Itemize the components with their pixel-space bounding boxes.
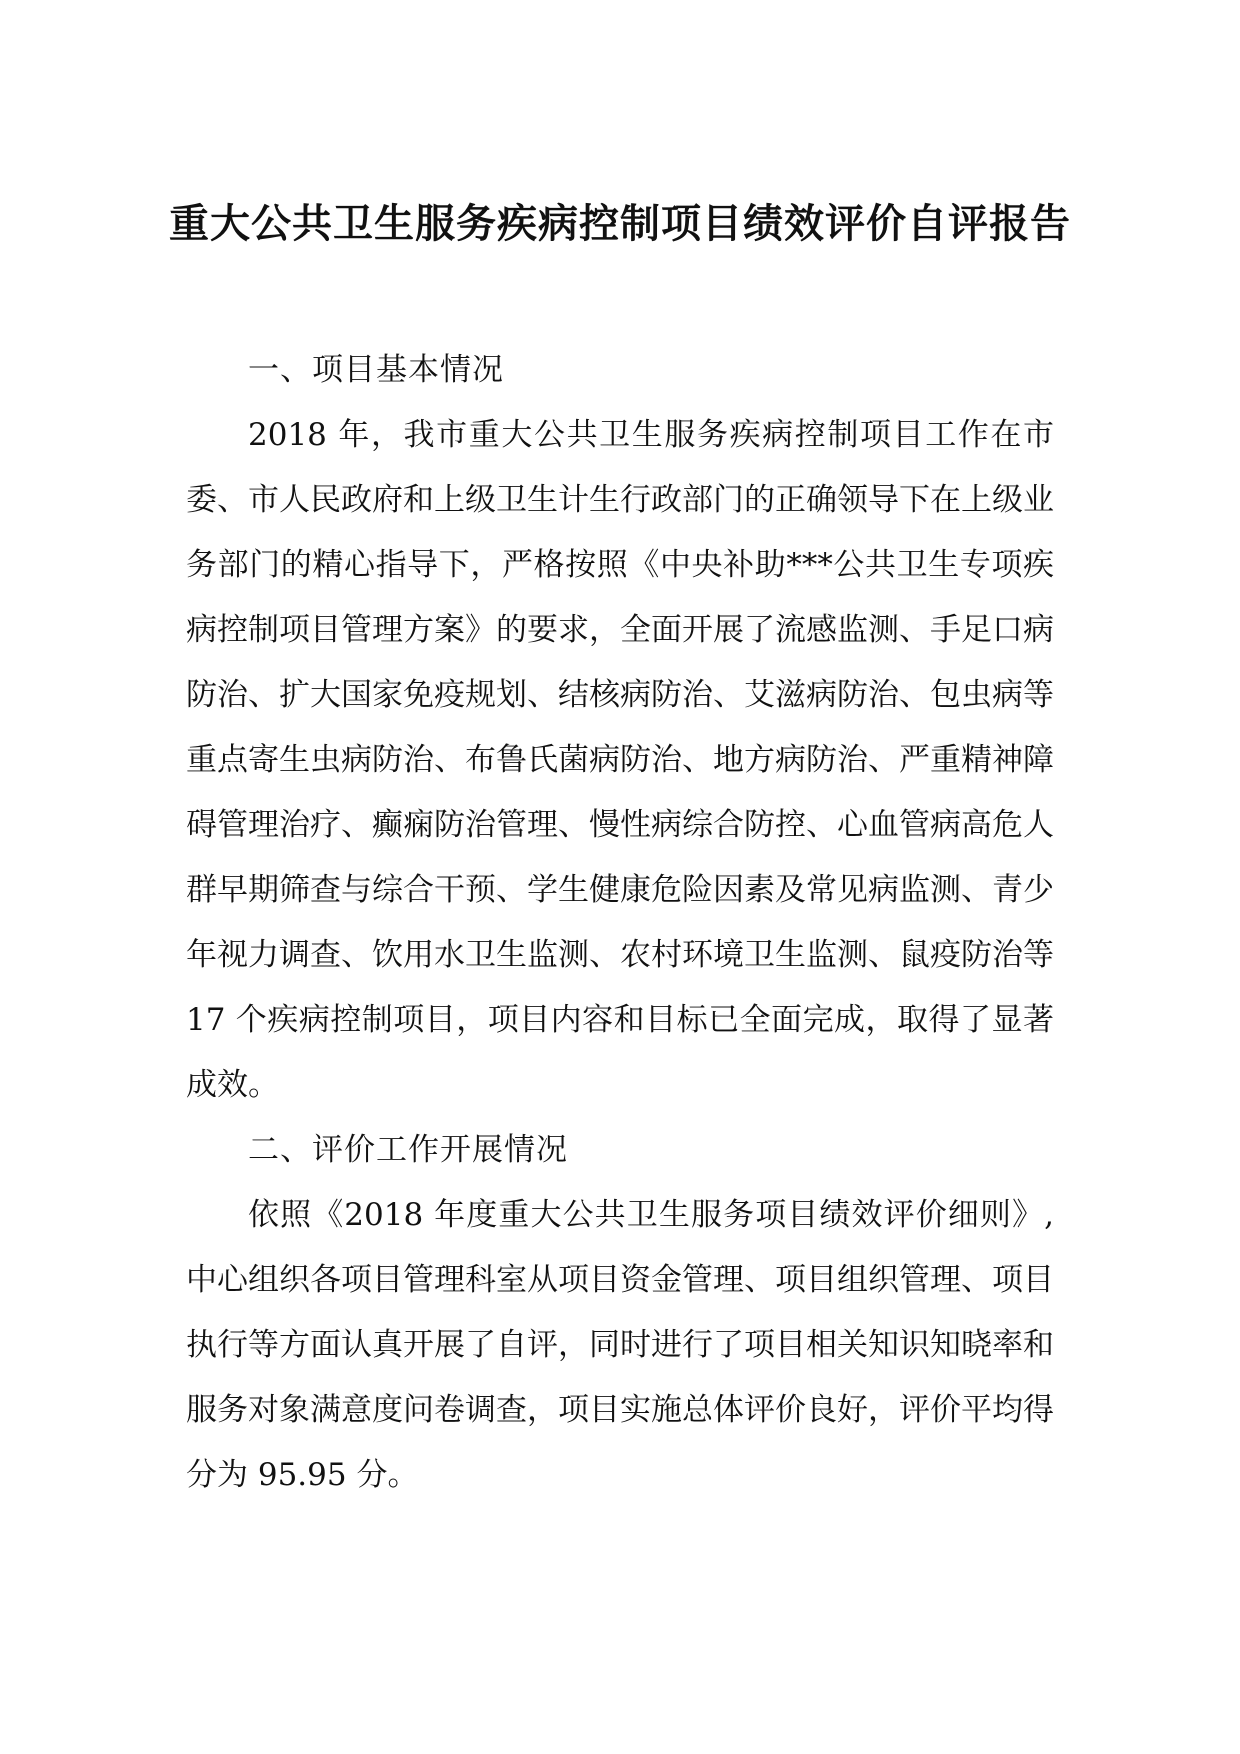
paragraph-basic-info: 2018 年，我市重大公共卫生服务疾病控制项目工作在市委、市人民政府和上级卫生计生行政部门的正确领导下在上级业务部门的精心指导下，严格按照《中央补助***公共卫生专项疾病控制项目管理方案》的要求，全面开展了流感监测、手足口病防治、扩大国家免疫规划、结核病防治、艾滋病防治、包虫病等重点寄生虫病防治、布鲁氏菌病防治、地方病防治、严重精神障碍管理治疗、癫痫防治管理、慢性病综合防控、心血管病高危人群早期筛查与综合干预、学生健康危险因素及常见病监测、青少年视力调查、饮用水卫生监测、农村环境卫生监测、鼠疫防治等 17 个疾病控制项目，项目内容和目标已全面完成，取得了显著成效。	[186, 417, 1054, 1103]
document-title: 重大公共卫生服务疾病控制项目绩效评价自评报告	[169, 201, 1071, 247]
section-heading-evaluation: 二、评价工作开展情况	[248, 1132, 568, 1168]
document-body	[186, 338, 1054, 1508]
paragraph-evaluation: 依照《2018 年度重大公共卫生服务项目绩效评价细则》,中心组织各项目管理科室从项目资金管理、项目组织管理、项目执行等方面认真开展了自评，同时进行了项目相关知识知晓率和服务对象满意度问卷调查，项目实施总体评价良好，评价平均得分为 95.95 分。	[186, 1197, 1054, 1493]
section-heading-basic-info: 一、项目基本情况	[248, 352, 504, 388]
